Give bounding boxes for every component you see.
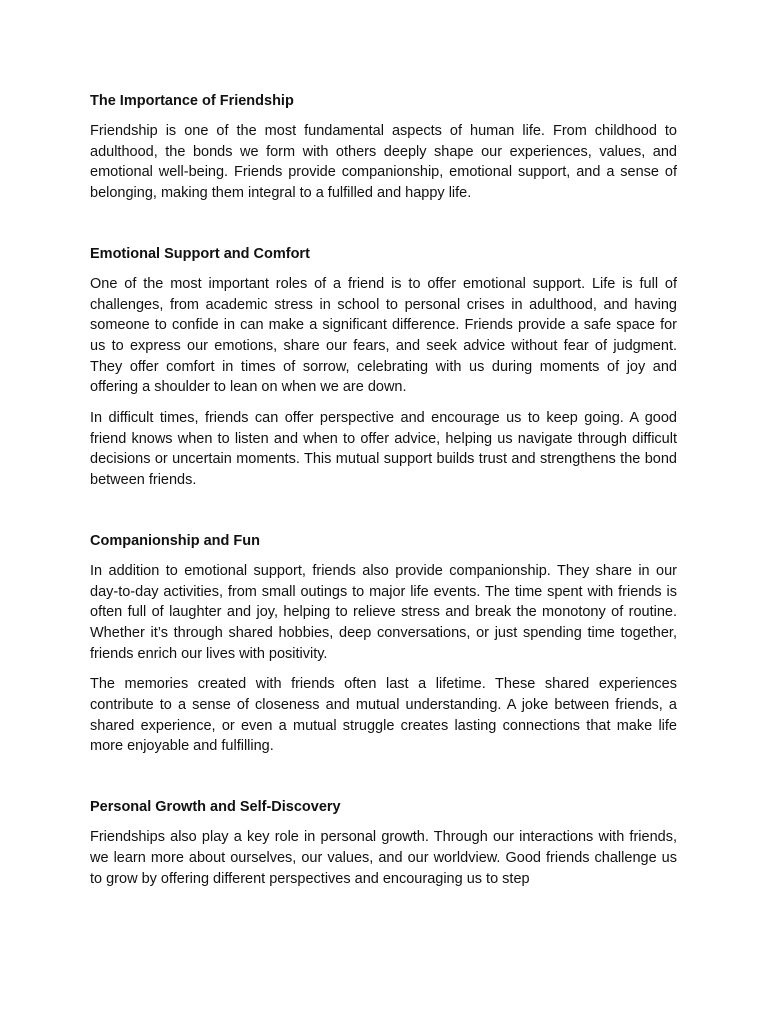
paragraph: In difficult times, friends can offer perspective and encourage us to keep going. A good friend knows when to listen and when to offer advice, helping us navigate through difficult decisions or uncertain moments. This mutual support builds trust and strengthens the bond between friends.: [90, 410, 677, 489]
paragraph: The memories created with friends often last a lifetime. These shared experiences contribute to a sense of closeness and mutual understanding. A joke between friends, a shared experience, or even a mutual struggle creates lasting connections that make life more enjoyable and fulfilling.: [90, 676, 677, 755]
section-heading: Companionship and Fun: [90, 532, 260, 549]
document-body: [90, 91, 677, 929]
section-companionship-and-fun: [90, 531, 677, 757]
section-heading: The Importance of Friendship: [90, 93, 294, 109]
section-heading: Personal Growth and Self-Discovery: [90, 799, 341, 816]
section-personal-growth: [90, 797, 677, 889]
paragraph: In addition to emotional support, friends also provide companionship. They share in our day-to-day activities, from small outings to major life events. The time spent with friends is often full of laughter and joy, helping to relieve stress and break the monotony of routine. Whether it’s through shared hobbies, deep conversations, or just spending time together, friends enrich our lives with positivity.: [90, 562, 677, 662]
section-emotional-support: [90, 244, 677, 491]
section-heading: Emotional Support and Comfort: [90, 245, 310, 262]
paragraph: Friendship is one of the most fundamental aspects of human life. From childhood to adulthood, the bonds we form with others deeply shape our experiences, values, and emotional well-being. Friends provide companionship, emotional support, and a sense of belonging, making them integral to a fulfilled and happy life.: [90, 123, 677, 202]
paragraph: One of the most important roles of a friend is to offer emotional support. Life is full of challenges, from academic stress in school to personal crises in adulthood, and having someone to confide in can make a significant difference. Friends provide a safe space for us to express our emotions, share our fears, and seek advice without fear of judgment. They offer comfort in times of sorrow, celebrating with us during moments of joy and offering a shoulder to lean on when we are down.: [90, 275, 677, 396]
section-importance-of-friendship: [90, 91, 677, 204]
paragraph: Friendships also play a key role in personal growth. Through our interactions with friends, we learn more about ourselves, our values, and our worldview. Good friends challenge us to grow by offering different perspectives and encouraging us to step: [90, 829, 677, 887]
